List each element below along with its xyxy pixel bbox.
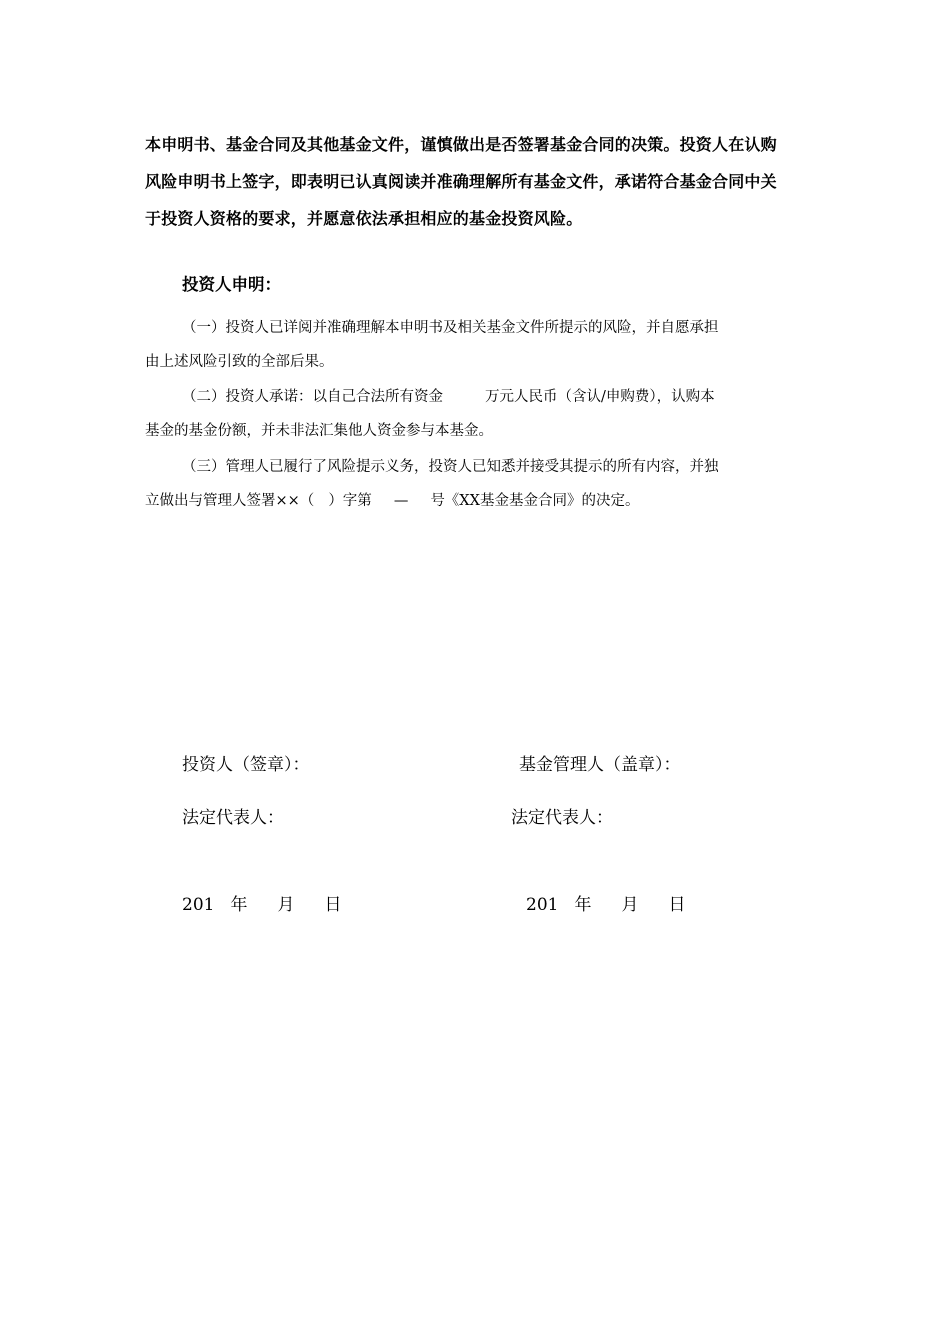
manager-date <box>526 893 685 917</box>
investor-date <box>182 893 341 917</box>
date-year-prefix: 201 <box>182 895 215 915</box>
investor-legal-rep-label: 法定代表人： <box>182 808 284 828</box>
clause-two-line1 <box>145 380 807 414</box>
clause-two-text-b: 万元人民币（含认/申购费），认购本 <box>485 389 715 405</box>
date-year-label: 年 <box>574 895 592 915</box>
intro-line: 风险申明书上签字，即表明已认真阅读并准确理解所有基金文件，承诺符合基金合同中关 <box>145 172 777 191</box>
clause-two <box>145 380 807 448</box>
manager-legal-rep-label: 法定代表人： <box>511 808 613 828</box>
clause-three-line1: （三）管理人已履行了风险提示义务，投资人已知悉并接受其提示的所有内容，并独 <box>182 459 719 475</box>
date-month-label: 月 <box>277 895 295 915</box>
declaration-title: 投资人申明： <box>182 275 281 294</box>
manager-seal-label: 基金管理人（盖章）： <box>519 755 681 775</box>
clause-three-text-b: ）字第 <box>328 493 372 509</box>
clause-one-line2: 由上述风险引致的全部后果。 <box>145 354 334 370</box>
clause-two-text-a: （二）投资人承诺：以自己合法所有资金 <box>182 389 443 405</box>
clause-three-dash: — <box>393 493 409 509</box>
clause-three-text-a: 立做出与管理人签署××（ <box>145 493 315 509</box>
clause-one-line1: （一）投资人已详阅并准确理解本申明书及相关基金文件所提示的风险，并自愿承担 <box>182 320 719 336</box>
intro-paragraph <box>145 126 807 237</box>
date-year-label: 年 <box>230 895 248 915</box>
investor-signature-label: 投资人（签章）： <box>182 755 310 775</box>
date-day-label: 日 <box>324 895 342 915</box>
clause-three-text-d: 号《XX基金基金合同》的决定。 <box>430 493 640 509</box>
clause-three-line2 <box>145 484 807 518</box>
intro-line: 本申明书、基金合同及其他基金文件，谨慎做出是否签署基金合同的决策。投资人在认购 <box>145 135 777 154</box>
clause-one <box>145 311 807 379</box>
clause-two-line2: 基金的基金份额，并未非法汇集他人资金参与本基金。 <box>145 423 493 439</box>
intro-line: 于投资人资格的要求，并愿意依法承担相应的基金投资风险。 <box>145 209 583 228</box>
date-day-label: 日 <box>668 895 686 915</box>
clause-three <box>145 450 807 518</box>
date-year-prefix: 201 <box>526 895 559 915</box>
date-month-label: 月 <box>621 895 639 915</box>
